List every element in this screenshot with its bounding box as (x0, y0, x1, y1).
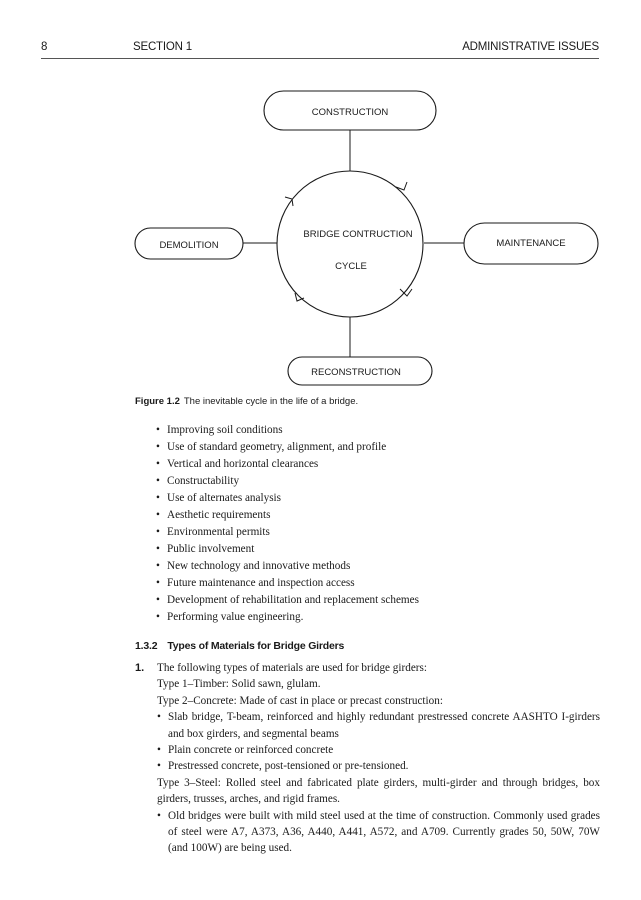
list-item: • Plain concrete or reinforced concrete (135, 742, 600, 758)
bridge-cycle-diagram (0, 0, 641, 395)
body-text (135, 660, 600, 857)
node-reconstruction-label: RECONSTRUCTION (311, 367, 401, 378)
type2-paragraph: Type 2–Concrete: Made of cast in place or precast construction: (157, 694, 443, 707)
list-item: • New technology and innovative methods (156, 558, 419, 575)
list-item: • Future maintenance and inspection access (156, 575, 419, 592)
section-label: SECTION 1 (133, 41, 192, 53)
section-title: Types of Materials for Bridge Girders (167, 640, 345, 652)
list-item: • Use of alternates analysis (156, 490, 419, 507)
type3-paragraph: Type 3–Steel: Rolled steel and fabricated plate girders, multi-girder and through bridges, box girders, trusses, arches, and rigid frames. (157, 776, 600, 806)
list-item: • Vertical and horizontal clearances (156, 456, 419, 473)
page-number: 8 (41, 41, 48, 53)
list-item: • Public involvement (156, 541, 419, 558)
list-item: • Development of rehabilitation and replacement schemes (156, 592, 419, 609)
list-item: • Old bridges were built with mild steel used at the time of construction. Commonly used grades of steel were A7, A373, A36, A440, A441, A572, and A709. Currently grades 50, 50W, 70W (and 100W) are being used. (135, 808, 600, 857)
figure-label: Figure 1.2 (135, 396, 180, 407)
list-item: • Performing value engineering. (156, 609, 419, 626)
list-item: • Aesthetic requirements (156, 507, 419, 524)
list-item: • Prestressed concrete, post-tensioned or pre-tensioned. (135, 758, 600, 774)
list-item: • Use of standard geometry, alignment, and profile (156, 439, 419, 456)
list-item: • Constructability (156, 473, 419, 490)
node-demolition-label: DEMOLITION (159, 240, 219, 251)
list-item: • Environmental permits (156, 524, 419, 541)
intro-paragraph: The following types of materials are used for bridge girders: (157, 662, 427, 674)
section-heading (135, 640, 344, 652)
cycle-title-line2: CYCLE (335, 261, 367, 272)
cycle-title-line1: BRIDGE CONTRUCTION (303, 229, 413, 240)
list-item: • Slab bridge, T-beam, reinforced and highly redundant prestressed concrete AASHTO I-girders and box girders, and segmental beams (135, 709, 600, 742)
considerations-list (156, 422, 419, 626)
node-maintenance-label: MAINTENANCE (496, 238, 566, 249)
figure-caption-text: The inevitable cycle in the life of a bridge. (183, 396, 359, 407)
node-construction-label: CONSTRUCTION (311, 107, 389, 118)
list-item: • Improving soil conditions (156, 422, 419, 439)
cycle-circle (277, 171, 423, 317)
section-number: 1.3.2 (135, 640, 158, 652)
figure-caption (135, 396, 358, 407)
item-number: 1. (135, 662, 145, 674)
chapter-title: ADMINISTRATIVE ISSUES (462, 41, 599, 53)
type1-paragraph: Type 1–Timber: Solid sawn, glulam. (157, 678, 321, 691)
